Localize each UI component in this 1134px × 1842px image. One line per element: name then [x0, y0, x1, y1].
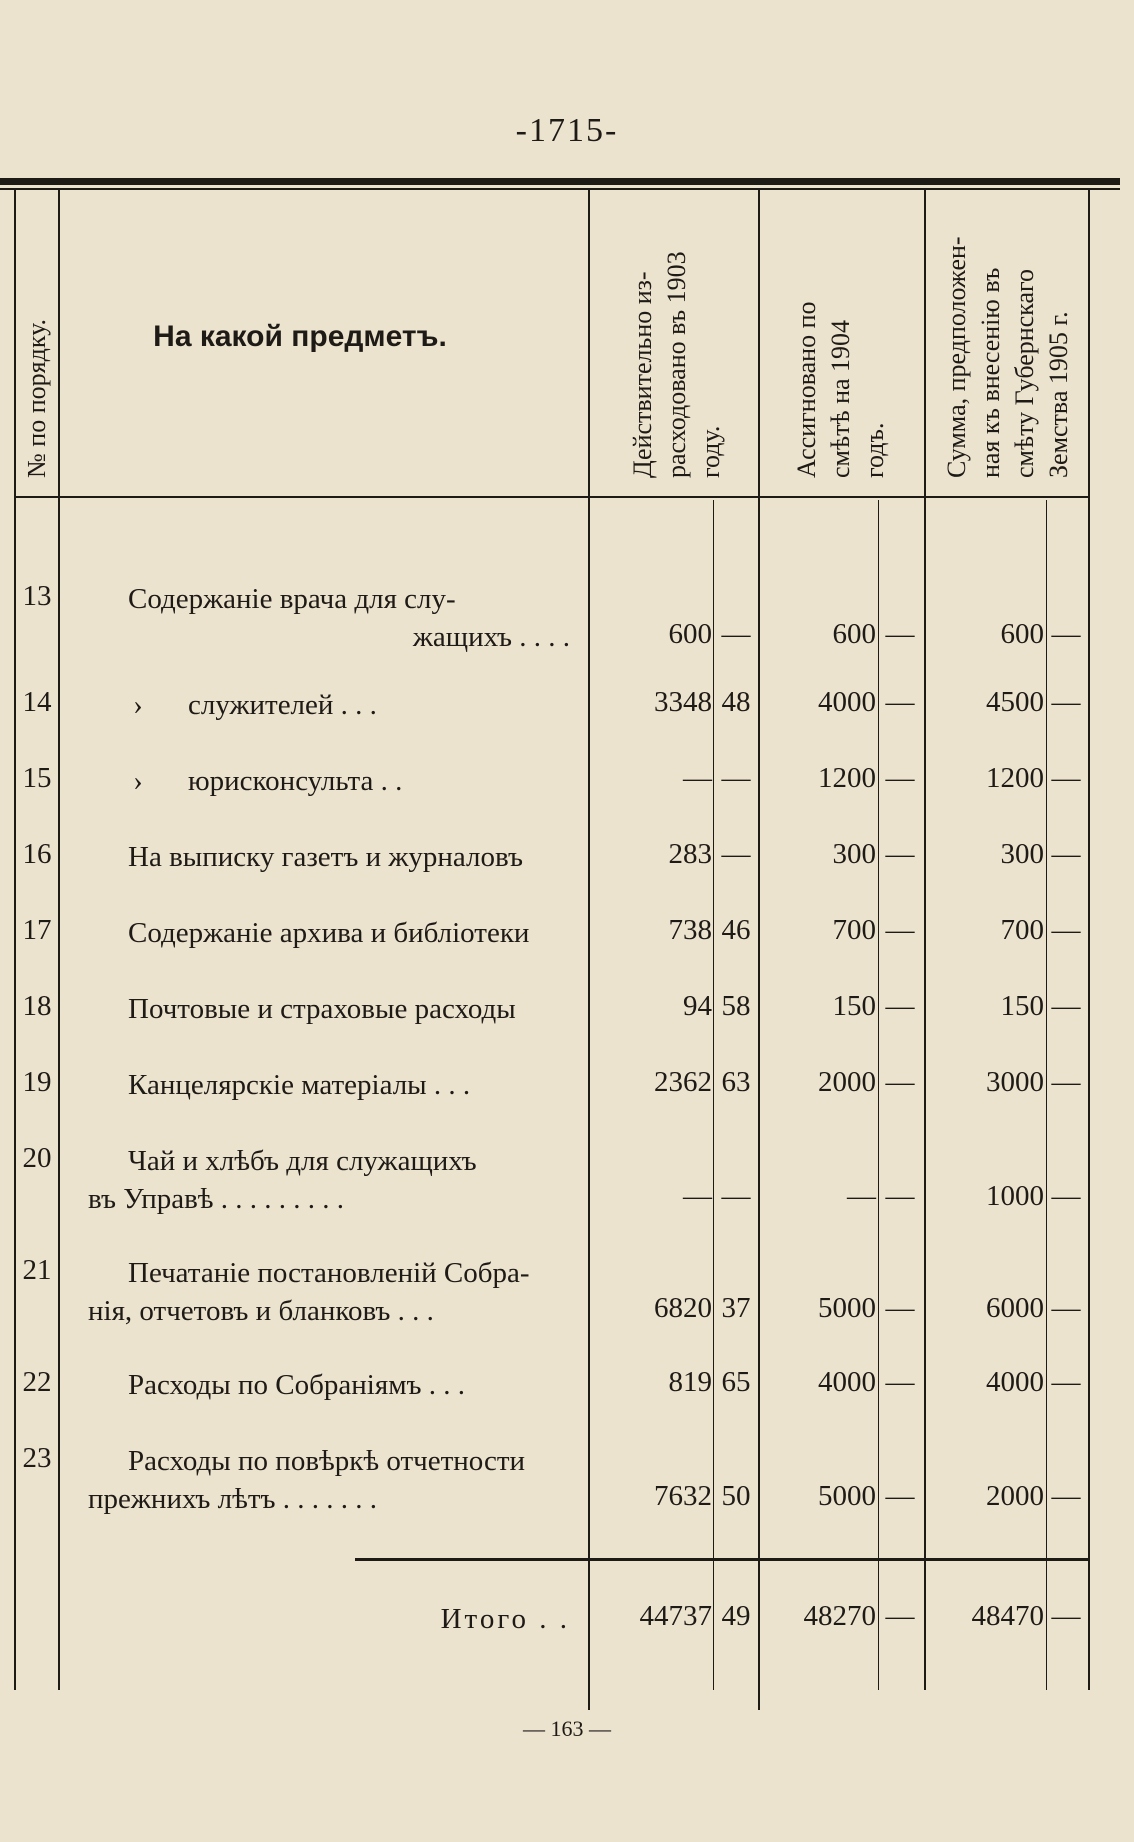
- row-description: [88, 580, 570, 656]
- row-number: 18: [22, 990, 52, 1022]
- cell-c2k: —: [885, 1180, 915, 1212]
- cell-c1k: 63: [721, 1066, 751, 1098]
- row-number: 17: [22, 914, 52, 946]
- cell-c2k: —: [885, 618, 915, 650]
- cell-c2k: —: [885, 990, 915, 1022]
- total-c2k: —: [885, 1600, 915, 1632]
- cell-c2k: —: [885, 762, 915, 794]
- cell-c3k: —: [1051, 1366, 1081, 1398]
- row-text-line1: Расходы по повѣркѣ отчетности: [128, 1445, 526, 1477]
- col-line: [924, 190, 926, 1690]
- col-line: [14, 190, 16, 1690]
- cell-c3k: —: [1051, 838, 1081, 870]
- row-description: [88, 1442, 570, 1518]
- cell-c3r: 600: [1000, 618, 1044, 650]
- row-number: 14: [22, 686, 52, 718]
- cell-c2r: 4000: [818, 686, 876, 718]
- cell-c1r: 600: [668, 618, 712, 650]
- row-text-line1: Чай и хлѣбъ для служащихъ: [128, 1145, 477, 1177]
- row-description: [88, 1366, 570, 1404]
- row-number: 22: [22, 1366, 52, 1398]
- col-line: [588, 190, 590, 1710]
- row-text: юрисконсульта . .: [188, 765, 403, 797]
- page-number: -1715-: [515, 112, 619, 149]
- total-rule: [355, 1558, 1088, 1561]
- cell-c2r: 2000: [818, 1066, 876, 1098]
- cell-c1r: 283: [668, 838, 712, 870]
- row-number: 16: [22, 838, 52, 870]
- cell-c2k: —: [885, 1292, 915, 1324]
- ditto-mark: ›: [133, 689, 143, 721]
- row-number: 19: [22, 1066, 52, 1098]
- cell-c1k: 48: [721, 686, 751, 718]
- cell-c1r: 819: [668, 1366, 712, 1398]
- row-text-line2: жащихъ . . . .: [412, 621, 570, 653]
- cell-c2r: —: [847, 1180, 876, 1212]
- row-description: [88, 838, 570, 876]
- total-label: Итого . .: [440, 1603, 570, 1635]
- row-number: 15: [22, 762, 52, 794]
- row-description: [88, 1254, 570, 1330]
- row-description: [88, 1066, 570, 1104]
- cell-c2r: 150: [832, 990, 876, 1022]
- cell-c2r: 5000: [818, 1292, 876, 1324]
- top-rule: [0, 178, 1120, 185]
- cell-c3r: 4500: [986, 686, 1044, 718]
- row-text-line1: Канцелярскіе матеріалы . . .: [128, 1069, 471, 1101]
- cell-c2r: 700: [832, 914, 876, 946]
- cell-c3k: —: [1051, 1066, 1081, 1098]
- row-text-line1: На выписку газетъ и журналовъ: [128, 841, 523, 873]
- top-rule-thin: [0, 188, 1120, 190]
- cell-c1k: 50: [721, 1480, 751, 1512]
- row-number: 20: [22, 1142, 52, 1174]
- cell-c1r: 738: [668, 914, 712, 946]
- total-c3k: —: [1051, 1600, 1081, 1632]
- header-no: № по порядку.: [22, 319, 51, 478]
- cell-c1r: 2362: [654, 1066, 712, 1098]
- cell-c2k: —: [885, 838, 915, 870]
- total-c3r: 48470: [971, 1600, 1044, 1632]
- header-rule: [14, 496, 1088, 498]
- row-description: [88, 1142, 570, 1218]
- cell-c3k: —: [1051, 618, 1081, 650]
- cell-c3r: 700: [1000, 914, 1044, 946]
- cell-c3r: 3000: [986, 1066, 1044, 1098]
- cell-c2r: 1200: [818, 762, 876, 794]
- cell-c2k: —: [885, 1066, 915, 1098]
- cell-c2k: —: [885, 1480, 915, 1512]
- cell-c1k: 58: [721, 990, 751, 1022]
- cell-c2r: 600: [832, 618, 876, 650]
- cell-c1r: 7632: [654, 1480, 712, 1512]
- cell-c1r: 6820: [654, 1292, 712, 1324]
- row-description: [88, 990, 570, 1028]
- cell-c2k: —: [885, 914, 915, 946]
- cell-c3r: 1200: [986, 762, 1044, 794]
- cell-c3k: —: [1051, 1180, 1081, 1212]
- cell-c3k: —: [1051, 914, 1081, 946]
- cell-c3r: 6000: [986, 1292, 1044, 1324]
- cell-c1k: —: [721, 762, 751, 794]
- total-c2r: 48270: [803, 1600, 876, 1632]
- row-text-line1: Содержаніе архива и библіотеки: [128, 917, 530, 949]
- row-number: 23: [22, 1442, 52, 1474]
- cell-c1k: 37: [721, 1292, 751, 1324]
- cell-c1k: —: [721, 618, 751, 650]
- cell-c2r: 5000: [818, 1480, 876, 1512]
- row-text-line2: нія, отчетовъ и бланковъ . . .: [88, 1295, 434, 1327]
- cell-c2r: 300: [832, 838, 876, 870]
- cell-c1r: —: [683, 1180, 712, 1212]
- cell-c1k: 46: [721, 914, 751, 946]
- row-number: 21: [22, 1254, 52, 1286]
- row-description: [88, 914, 570, 952]
- cell-c3r: 4000: [986, 1366, 1044, 1398]
- col-line: [58, 190, 60, 1690]
- ditto-mark: ›: [133, 765, 143, 797]
- cell-c2k: —: [885, 1366, 915, 1398]
- cell-c3k: —: [1051, 990, 1081, 1022]
- cell-c3r: 2000: [986, 1480, 1044, 1512]
- cell-c3k: —: [1051, 762, 1081, 794]
- cell-c1r: 94: [683, 990, 712, 1022]
- cell-c3r: 300: [1000, 838, 1044, 870]
- row-description: [88, 686, 570, 724]
- row-text-line1: Содержаніе врача для слу-: [128, 583, 456, 615]
- row-text-line1: Расходы по Собраніямъ . . .: [128, 1369, 466, 1401]
- cell-c2r: 4000: [818, 1366, 876, 1398]
- cell-c3r: 1000: [986, 1180, 1044, 1212]
- total-c1r: 44737: [639, 1600, 712, 1632]
- header-col1: Действительно из- расходовано въ 1903 году.: [628, 251, 725, 478]
- row-number: 13: [22, 580, 52, 612]
- cell-c3r: 150: [1000, 990, 1044, 1022]
- cell-c3k: —: [1051, 686, 1081, 718]
- cell-c1k: 65: [721, 1366, 751, 1398]
- cell-c3k: —: [1051, 1292, 1081, 1324]
- cell-c1k: —: [721, 1180, 751, 1212]
- total-c1k: 49: [721, 1600, 751, 1632]
- cell-c1r: 3348: [654, 686, 712, 718]
- cell-c3k: —: [1051, 1480, 1081, 1512]
- cell-c1r: —: [683, 762, 712, 794]
- header-col2: Ассигновано по смѣтѣ на 1904 годъ.: [792, 301, 889, 478]
- col-line: [1088, 190, 1090, 1690]
- footer-page-number: — 163 —: [523, 1716, 611, 1741]
- cell-c1k: —: [721, 838, 751, 870]
- row-text: служителей . . .: [188, 689, 377, 721]
- row-text-line1: Печатаніе постановленій Собра-: [128, 1257, 530, 1289]
- header-col3: Сумма, предположен- ная къ внесенію въ смѣту Губернскаго Земства 1905 г.: [942, 236, 1073, 478]
- cell-c2k: —: [885, 686, 915, 718]
- row-text-line1: Почтовые и страховые расходы: [128, 993, 516, 1025]
- row-text-line2: прежнихъ лѣтъ . . . . . . .: [88, 1483, 377, 1515]
- row-description: [88, 762, 570, 800]
- row-text-line2: въ Управѣ . . . . . . . . .: [88, 1183, 345, 1215]
- header-subject: На какой предметъ.: [153, 320, 447, 353]
